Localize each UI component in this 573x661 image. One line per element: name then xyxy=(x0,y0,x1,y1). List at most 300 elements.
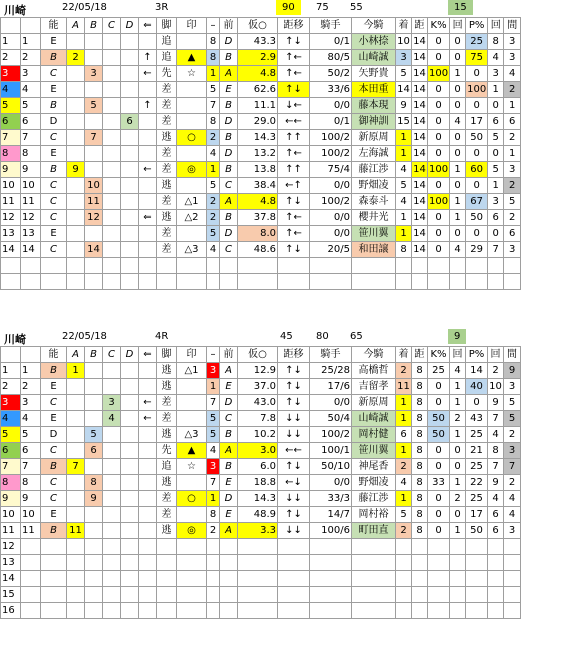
race3-date: 22/05/18 xyxy=(62,2,107,13)
race4-date: 22/05/18 xyxy=(62,331,107,342)
race3-cell-c xyxy=(103,178,121,194)
race3-cell-kari xyxy=(238,274,278,290)
race4-cell-style xyxy=(157,571,177,587)
race3-cell-finish: 8 xyxy=(396,242,412,258)
race3-col-header-k-count: 回 xyxy=(450,18,466,34)
race3-cell-prev: B xyxy=(220,98,238,114)
race4-cell-style: 追 xyxy=(157,459,177,475)
race3-cell-p-pct: 67 xyxy=(466,194,488,210)
race3-cell-jockey: 森泰斗 xyxy=(352,194,396,210)
race3-cell-b: 10 xyxy=(85,178,103,194)
race4-cell-ability xyxy=(41,603,67,619)
race3-cell-jockey-stat: 0/0 xyxy=(310,178,352,194)
race4-cell-kyori: ↓↓ xyxy=(278,411,310,427)
race4-cell-mark xyxy=(177,507,207,523)
race4-cell-b xyxy=(85,523,103,539)
race3-cell-gate: 14 xyxy=(21,242,41,258)
race3-cell-finish xyxy=(396,258,412,274)
race3-cell-p-count: 3 xyxy=(488,194,504,210)
race4-cell-arrow xyxy=(139,587,157,603)
race4-col-header-kari: 仮○ xyxy=(238,347,278,363)
race4-cell-d xyxy=(121,539,139,555)
race3-col-header-p-pct: P% xyxy=(466,18,488,34)
race3-cell-kyori: ↑← xyxy=(278,146,310,162)
race4-cell-a xyxy=(67,555,85,571)
race3-cell-ability: E xyxy=(41,82,67,98)
race4-h80: 80 xyxy=(316,331,329,342)
race4-cell-arrow: ← xyxy=(139,395,157,411)
race4-cell-gate: 4 xyxy=(21,411,41,427)
race4-cell-arrow xyxy=(139,475,157,491)
race4-cell-prev-rank xyxy=(207,603,220,619)
race3-cell-style: 逃 xyxy=(157,178,177,194)
race3-cell-kyori: ↑↑ xyxy=(278,130,310,146)
race3-cell-p-pct xyxy=(466,274,488,290)
race4-cell-finish xyxy=(396,539,412,555)
race3-cell-style: 差 xyxy=(157,194,177,210)
race4-cell-d xyxy=(121,571,139,587)
race3-cell-jockey-stat: 80/5 xyxy=(310,50,352,66)
race3-cell-no: 8 xyxy=(1,146,21,162)
table-row xyxy=(1,411,521,427)
race4-cell-mark xyxy=(177,379,207,395)
race3-cell-no xyxy=(1,258,21,274)
race4-cell-ability: B xyxy=(41,523,67,539)
race4-cell-ability: B xyxy=(41,363,67,379)
race3-cell-kyori: ←↑ xyxy=(278,178,310,194)
race3-cell-prev-rank: 5 xyxy=(207,82,220,98)
race3-cell-p-pct: 25 xyxy=(466,34,488,50)
race3-cell-c xyxy=(103,226,121,242)
race4-cell-prev-rank: 1 xyxy=(207,379,220,395)
race3-cell-c xyxy=(103,98,121,114)
race4-cell-kyori xyxy=(278,555,310,571)
table-row xyxy=(1,146,521,162)
race4-cell-kyori: ↑↓ xyxy=(278,459,310,475)
race4-cell-k-count: 0 xyxy=(450,507,466,523)
race4-cell-jockey: 笹川翼 xyxy=(352,443,396,459)
race4-cell-no: 11 xyxy=(1,523,21,539)
race3-cell-no: 1 xyxy=(1,34,21,50)
race4-cell-jockey: 新原周 xyxy=(352,395,396,411)
race4-cell-dist xyxy=(412,555,428,571)
race4-cell-k-count: 2 xyxy=(450,491,466,507)
race3-col-header-arrow: ⇐ xyxy=(139,18,157,34)
race4-cell-finish xyxy=(396,555,412,571)
race4-cell-arrow xyxy=(139,603,157,619)
race4-cell-p-count xyxy=(488,603,504,619)
race3-cell-k-count: 0 xyxy=(450,98,466,114)
race4-cell-c: 4 xyxy=(103,411,121,427)
race3-cell-arrow xyxy=(139,258,157,274)
race4-cell-style: 逃 xyxy=(157,379,177,395)
race3-cell-p-pct: 60 xyxy=(466,162,488,178)
race4-cell-style: 差 xyxy=(157,395,177,411)
race4-cell-kari: 43.0 xyxy=(238,395,278,411)
race4-cell-ability: C xyxy=(41,475,67,491)
race4-cell-no: 12 xyxy=(1,539,21,555)
table-row xyxy=(1,82,521,98)
race4-cell-no: 8 xyxy=(1,475,21,491)
table-row xyxy=(1,258,521,274)
race3-cell-k-count: 1 xyxy=(450,162,466,178)
race4-cell-finish: 4 xyxy=(396,475,412,491)
race3-cell-finish: 5 xyxy=(396,178,412,194)
race3-cell-interval: 4 xyxy=(504,66,521,82)
race4-cell-prev-rank: 2 xyxy=(207,523,220,539)
race4-col-header-a: A xyxy=(67,347,85,363)
race4-cell-mark: ▲ xyxy=(177,443,207,459)
race4-cell-interval xyxy=(504,587,521,603)
race4-cell-k-pct: 0 xyxy=(428,507,450,523)
race4-cell-interval: 9 xyxy=(504,363,521,379)
race4-cell-interval: 3 xyxy=(504,443,521,459)
race4-cell-gate xyxy=(21,571,41,587)
race3-col-header-d: D xyxy=(121,18,139,34)
race3-cell-arrow xyxy=(139,242,157,258)
race3-cell-ability: C xyxy=(41,210,67,226)
race3-cell-b: 12 xyxy=(85,210,103,226)
race4-cell-k-pct: 33 xyxy=(428,475,450,491)
race4-cell-d xyxy=(121,523,139,539)
race4-cell-finish: 6 xyxy=(396,427,412,443)
race4-cell-kyori xyxy=(278,571,310,587)
race4-cell-gate: 9 xyxy=(21,491,41,507)
table-row xyxy=(1,603,521,619)
table-row xyxy=(1,459,521,475)
race4-cell-style xyxy=(157,555,177,571)
race3-cell-c xyxy=(103,258,121,274)
race3-cell-gate: 4 xyxy=(21,82,41,98)
race3-cell-ability: B xyxy=(41,98,67,114)
race4-cell-k-pct: 0 xyxy=(428,395,450,411)
race3-cell-jockey xyxy=(352,274,396,290)
race3-cell-d xyxy=(121,66,139,82)
race3-cell-k-count: 4 xyxy=(450,114,466,130)
race4-cell-dist: 8 xyxy=(412,411,428,427)
race3-cell-a xyxy=(67,66,85,82)
race4-cell-b xyxy=(85,363,103,379)
race4-cell-prev: C xyxy=(220,411,238,427)
race4-cell-k-count xyxy=(450,555,466,571)
race3-cell-k-count: 1 xyxy=(450,210,466,226)
race3-col-header-kyori: 距移 xyxy=(278,18,310,34)
race4-cell-prev-rank: 7 xyxy=(207,475,220,491)
race3-cell-no: 12 xyxy=(1,210,21,226)
table-row xyxy=(1,34,521,50)
race3-cell-style: 追 xyxy=(157,34,177,50)
race4-cell-prev xyxy=(220,587,238,603)
race3-cell-arrow xyxy=(139,194,157,210)
race4-cell-c xyxy=(103,363,121,379)
race4-cell-p-pct xyxy=(466,587,488,603)
race3-cell-a xyxy=(67,210,85,226)
race3-cell-jockey-stat: 0/0 xyxy=(310,210,352,226)
race4-cell-c xyxy=(103,555,121,571)
race3-cell-d xyxy=(121,274,139,290)
race4-cell-gate: 1 xyxy=(21,363,41,379)
race3-col-header-prev-rank: – xyxy=(207,18,220,34)
race4-cell-jockey: 吉留孝 xyxy=(352,379,396,395)
race3-cell-style: 差 xyxy=(157,226,177,242)
race3-cell-arrow: ← xyxy=(139,66,157,82)
race3-cell-a xyxy=(67,274,85,290)
race3-cell-finish: 3 xyxy=(396,50,412,66)
table-row xyxy=(1,571,521,587)
race3-cell-finish: 1 xyxy=(396,226,412,242)
race3-cell-kari: 14.3 xyxy=(238,130,278,146)
race3-cell-jockey: 藤本現 xyxy=(352,98,396,114)
race3-cell-style: 追 xyxy=(157,50,177,66)
race3-cell-gate: 1 xyxy=(21,34,41,50)
race3-col-header-a: A xyxy=(67,18,85,34)
race4-cell-b xyxy=(85,379,103,395)
race4-cell-k-pct xyxy=(428,603,450,619)
race3-cell-prev-rank: 2 xyxy=(207,194,220,210)
race3-cell-k-pct: 100 xyxy=(428,162,450,178)
race3-cell-prev: A xyxy=(220,66,238,82)
race4-cell-p-count: 10 xyxy=(488,379,504,395)
race3-cell-dist: 14 xyxy=(412,98,428,114)
race4-cell-interval: 2 xyxy=(504,475,521,491)
race3-cell-b xyxy=(85,146,103,162)
race3-cell-c xyxy=(103,242,121,258)
race3-cell-a xyxy=(67,146,85,162)
race3-cell-prev: A xyxy=(220,194,238,210)
race3-cell-arrow: ← xyxy=(139,162,157,178)
race3-cell-ability: C xyxy=(41,194,67,210)
race4-cell-d xyxy=(121,587,139,603)
race4-cell-p-count: 7 xyxy=(488,411,504,427)
race3-cell-gate: 2 xyxy=(21,50,41,66)
race3-col-header-p-count: 回 xyxy=(488,18,504,34)
race3-cell-gate xyxy=(21,274,41,290)
race3-col-header-gate xyxy=(21,18,41,34)
race4-cell-arrow xyxy=(139,427,157,443)
race4-cell-k-count: 4 xyxy=(450,363,466,379)
race4-cell-no: 2 xyxy=(1,379,21,395)
race3-cell-prev-rank: 8 xyxy=(207,114,220,130)
race3-cell-k-pct: 0 xyxy=(428,114,450,130)
race3-cell-style: 先 xyxy=(157,66,177,82)
race4-cell-c xyxy=(103,587,121,603)
race4-cell-prev: A xyxy=(220,523,238,539)
race4-col-header-style: 脚 xyxy=(157,347,177,363)
race3-cell-c xyxy=(103,210,121,226)
race4-cell-a xyxy=(67,571,85,587)
race4-cell-arrow xyxy=(139,379,157,395)
race4-cell-kyori: ↓↓ xyxy=(278,427,310,443)
race3-cell-arrow xyxy=(139,130,157,146)
race4-cell-ability: C xyxy=(41,443,67,459)
race4-cell-ability xyxy=(41,555,67,571)
race3-cell-c xyxy=(103,274,121,290)
race4-cell-prev xyxy=(220,555,238,571)
race3-cell-c xyxy=(103,146,121,162)
race4-cell-kari: 14.3 xyxy=(238,491,278,507)
race4-cell-d xyxy=(121,443,139,459)
race3-cell-interval: 2 xyxy=(504,178,521,194)
race3-cell-c xyxy=(103,162,121,178)
race4-cell-b: 5 xyxy=(85,427,103,443)
race4-col-header-d: D xyxy=(121,347,139,363)
race4-cell-arrow xyxy=(139,523,157,539)
race4-cell-no: 5 xyxy=(1,427,21,443)
table-row xyxy=(1,491,521,507)
race3-cell-prev-rank: 1 xyxy=(207,66,220,82)
race3-cell-p-pct: 17 xyxy=(466,114,488,130)
race4-cell-k-count: 1 xyxy=(450,427,466,443)
race4-cell-a: 11 xyxy=(67,523,85,539)
race4-cell-b xyxy=(85,507,103,523)
race4-cell-kyori: ↑↓ xyxy=(278,379,310,395)
race4-cell-kyori: ↓↓ xyxy=(278,491,310,507)
race4-cell-style: 逃 xyxy=(157,427,177,443)
race3-cell-jockey: 新原周 xyxy=(352,130,396,146)
race3-cell-c xyxy=(103,34,121,50)
race4-cell-k-count xyxy=(450,539,466,555)
race4-cell-kari: 7.8 xyxy=(238,411,278,427)
race3-cell-k-count: 1 xyxy=(450,194,466,210)
race3-cell-p-pct: 0 xyxy=(466,98,488,114)
race3-cell-mark xyxy=(177,114,207,130)
race3-cell-no: 5 xyxy=(1,98,21,114)
race3-header xyxy=(0,0,573,17)
race3-cell-k-pct: 0 xyxy=(428,210,450,226)
race3-cell-no: 6 xyxy=(1,114,21,130)
race3-cell-gate: 12 xyxy=(21,210,41,226)
race4-cell-kari xyxy=(238,539,278,555)
table-row xyxy=(1,379,521,395)
race4-cell-c xyxy=(103,427,121,443)
race3-cell-d xyxy=(121,194,139,210)
race4-cell-interval: 5 xyxy=(504,395,521,411)
race3-cell-d xyxy=(121,146,139,162)
race3-cell-prev-rank: 4 xyxy=(207,146,220,162)
race3-cell-ability: E xyxy=(41,34,67,50)
race3-cell-k-count: 0 xyxy=(450,130,466,146)
race4-cell-b xyxy=(85,571,103,587)
race3-cell-jockey-stat xyxy=(310,274,352,290)
race4-cell-jockey-stat: 25/28 xyxy=(310,363,352,379)
race4-cell-prev: B xyxy=(220,459,238,475)
race3-cell-finish: 1 xyxy=(396,210,412,226)
race4-cell-finish xyxy=(396,603,412,619)
race3-cell-interval: 1 xyxy=(504,98,521,114)
race3-cell-k-pct: 0 xyxy=(428,242,450,258)
race4-cell-prev-rank xyxy=(207,555,220,571)
race4-cell-a xyxy=(67,603,85,619)
race4-cell-finish xyxy=(396,587,412,603)
race3-cell-prev-rank: 8 xyxy=(207,50,220,66)
race3-cell-k-count: 0 xyxy=(450,146,466,162)
race4-cell-prev-rank: 3 xyxy=(207,459,220,475)
race4-cell-no: 9 xyxy=(1,491,21,507)
race3-col-header-ability: 能 xyxy=(41,18,67,34)
race3-cell-b xyxy=(85,114,103,130)
race3-cell-mark xyxy=(177,258,207,274)
race3-cell-jockey-stat: 100/2 xyxy=(310,146,352,162)
race3-cell-mark xyxy=(177,178,207,194)
race4-cell-dist: 8 xyxy=(412,507,428,523)
race3-h75: 75 xyxy=(316,2,329,13)
race4-cell-dist: 8 xyxy=(412,443,428,459)
race4-col-header-mark: 印 xyxy=(177,347,207,363)
race4-cell-k-pct: 0 xyxy=(428,443,450,459)
race3-cell-no: 14 xyxy=(1,242,21,258)
race4-cell-finish: 1 xyxy=(396,395,412,411)
race4-cell-jockey xyxy=(352,603,396,619)
race4-cell-d xyxy=(121,363,139,379)
race3-cell-ability: E xyxy=(41,146,67,162)
race3-cell-k-count: 0 xyxy=(450,50,466,66)
race3-cell-kari: 29.0 xyxy=(238,114,278,130)
race4-cell-a xyxy=(67,395,85,411)
race3-cell-interval: 2 xyxy=(504,82,521,98)
race4-cell-jockey: 町田直 xyxy=(352,523,396,539)
race4-col-header-c: C xyxy=(103,347,121,363)
race4-cell-mark: △1 xyxy=(177,363,207,379)
race3-cell-p-pct: 75 xyxy=(466,50,488,66)
race3-cell-arrow xyxy=(139,146,157,162)
race4-cell-gate xyxy=(21,539,41,555)
race4-header-row xyxy=(1,347,521,363)
race4-cell-p-count xyxy=(488,571,504,587)
race4-cell-k-count xyxy=(450,603,466,619)
race3-cell-p-count: 3 xyxy=(488,66,504,82)
race4-cell-mark xyxy=(177,603,207,619)
race4-cell-c xyxy=(103,507,121,523)
race3-cell-dist: 14 xyxy=(412,114,428,130)
race4-cell-k-count xyxy=(450,571,466,587)
race4-cell-arrow xyxy=(139,539,157,555)
race3-cell-d xyxy=(121,178,139,194)
race3-cell-prev-rank: 8 xyxy=(207,34,220,50)
race3-cell-k-pct: 0 xyxy=(428,226,450,242)
race4-cell-kyori: ←← xyxy=(278,443,310,459)
race4-cell-jockey-stat: 100/2 xyxy=(310,427,352,443)
race4-cell-kari xyxy=(238,587,278,603)
race4-cell-prev-rank: 4 xyxy=(207,443,220,459)
race4-cell-kyori: ↑↓ xyxy=(278,363,310,379)
race3-header-row xyxy=(1,18,521,34)
race3-cell-k-count xyxy=(450,274,466,290)
race4-h65: 65 xyxy=(350,331,363,342)
race3-cell-interval: 5 xyxy=(504,194,521,210)
race3-cell-p-pct: 50 xyxy=(466,130,488,146)
race4-cell-dist xyxy=(412,571,428,587)
race3-cell-style: 差 xyxy=(157,82,177,98)
race4-cell-d xyxy=(121,411,139,427)
race3-cell-finish: 5 xyxy=(396,66,412,82)
race4-cell-style: 差 xyxy=(157,507,177,523)
race3-cell-dist: 14 xyxy=(412,162,428,178)
race3-cell-p-pct: 0 xyxy=(466,66,488,82)
race4-cell-b xyxy=(85,459,103,475)
race4-cell-prev: E xyxy=(220,475,238,491)
race3-col-header-b: B xyxy=(85,18,103,34)
race4-cell-p-pct: 25 xyxy=(466,459,488,475)
race4-cell-p-pct: 43 xyxy=(466,411,488,427)
table-row xyxy=(1,507,521,523)
race4-cell-k-count: 0 xyxy=(450,443,466,459)
race4-cell-d xyxy=(121,475,139,491)
race4-cell-gate: 5 xyxy=(21,427,41,443)
race4-cell-no: 16 xyxy=(1,603,21,619)
race3-cell-p-count: 0 xyxy=(488,226,504,242)
race4-cell-gate: 3 xyxy=(21,395,41,411)
race3-cell-jockey-stat: 50/2 xyxy=(310,66,352,82)
